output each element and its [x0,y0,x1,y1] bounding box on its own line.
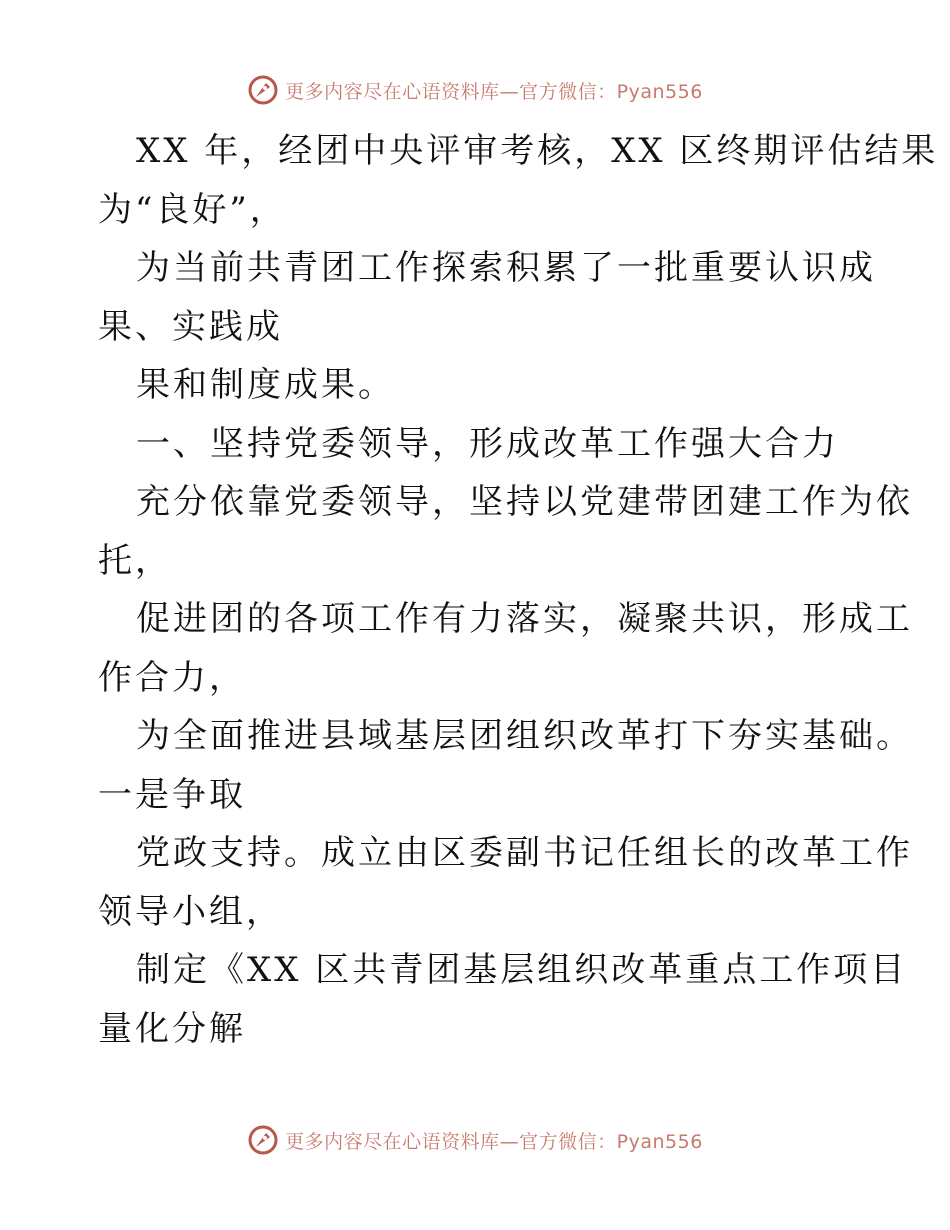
footer-watermark [0,1120,950,1160]
watermark-text: 更多内容尽在心语资料库—官方微信：Pyan556 [285,80,703,103]
text-line: 促进团的各项工作有力落实，凝聚共识，形成工 [136,599,913,639]
text-line: 托， [98,540,172,581]
header-watermark [0,70,950,110]
section-heading: 一、坚持党委领导，形成改革工作强大合力 [136,423,839,464]
text-line: 果、实践成 [98,306,283,347]
text-line: 领导小组， [98,891,283,932]
document-body [98,122,939,1058]
text-line: 党政支持。成立由区委副书记任组长的改革工作 [136,833,913,873]
text-line: 为当前共青团工作探索积累了一批重要认识成 [136,248,876,288]
text-line: 充分依靠党委领导，坚持以党建带团建工作为依 [136,482,913,522]
watermark-text: 更多内容尽在心语资料库—官方微信：Pyan556 [285,1130,703,1153]
text-line: 为“良好”， [98,189,287,230]
text-line: 制定《XX 区共青团基层组织改革重点工作项目 [136,950,908,990]
text-line: 果和制度成果。 [136,365,395,405]
text-line: 作合力， [98,657,246,698]
text-line: 为全面推进县域基层团组织改革打下夯实基础。 [136,716,913,756]
pen-nib-logo-icon [247,74,279,106]
text-line: 一是争取 [98,774,246,815]
pen-nib-logo-icon [247,1124,279,1156]
text-line: XX 年，经团中央评审考核，XX 区终期评估结果 [136,131,939,171]
text-line: 量化分解 [98,1008,246,1049]
